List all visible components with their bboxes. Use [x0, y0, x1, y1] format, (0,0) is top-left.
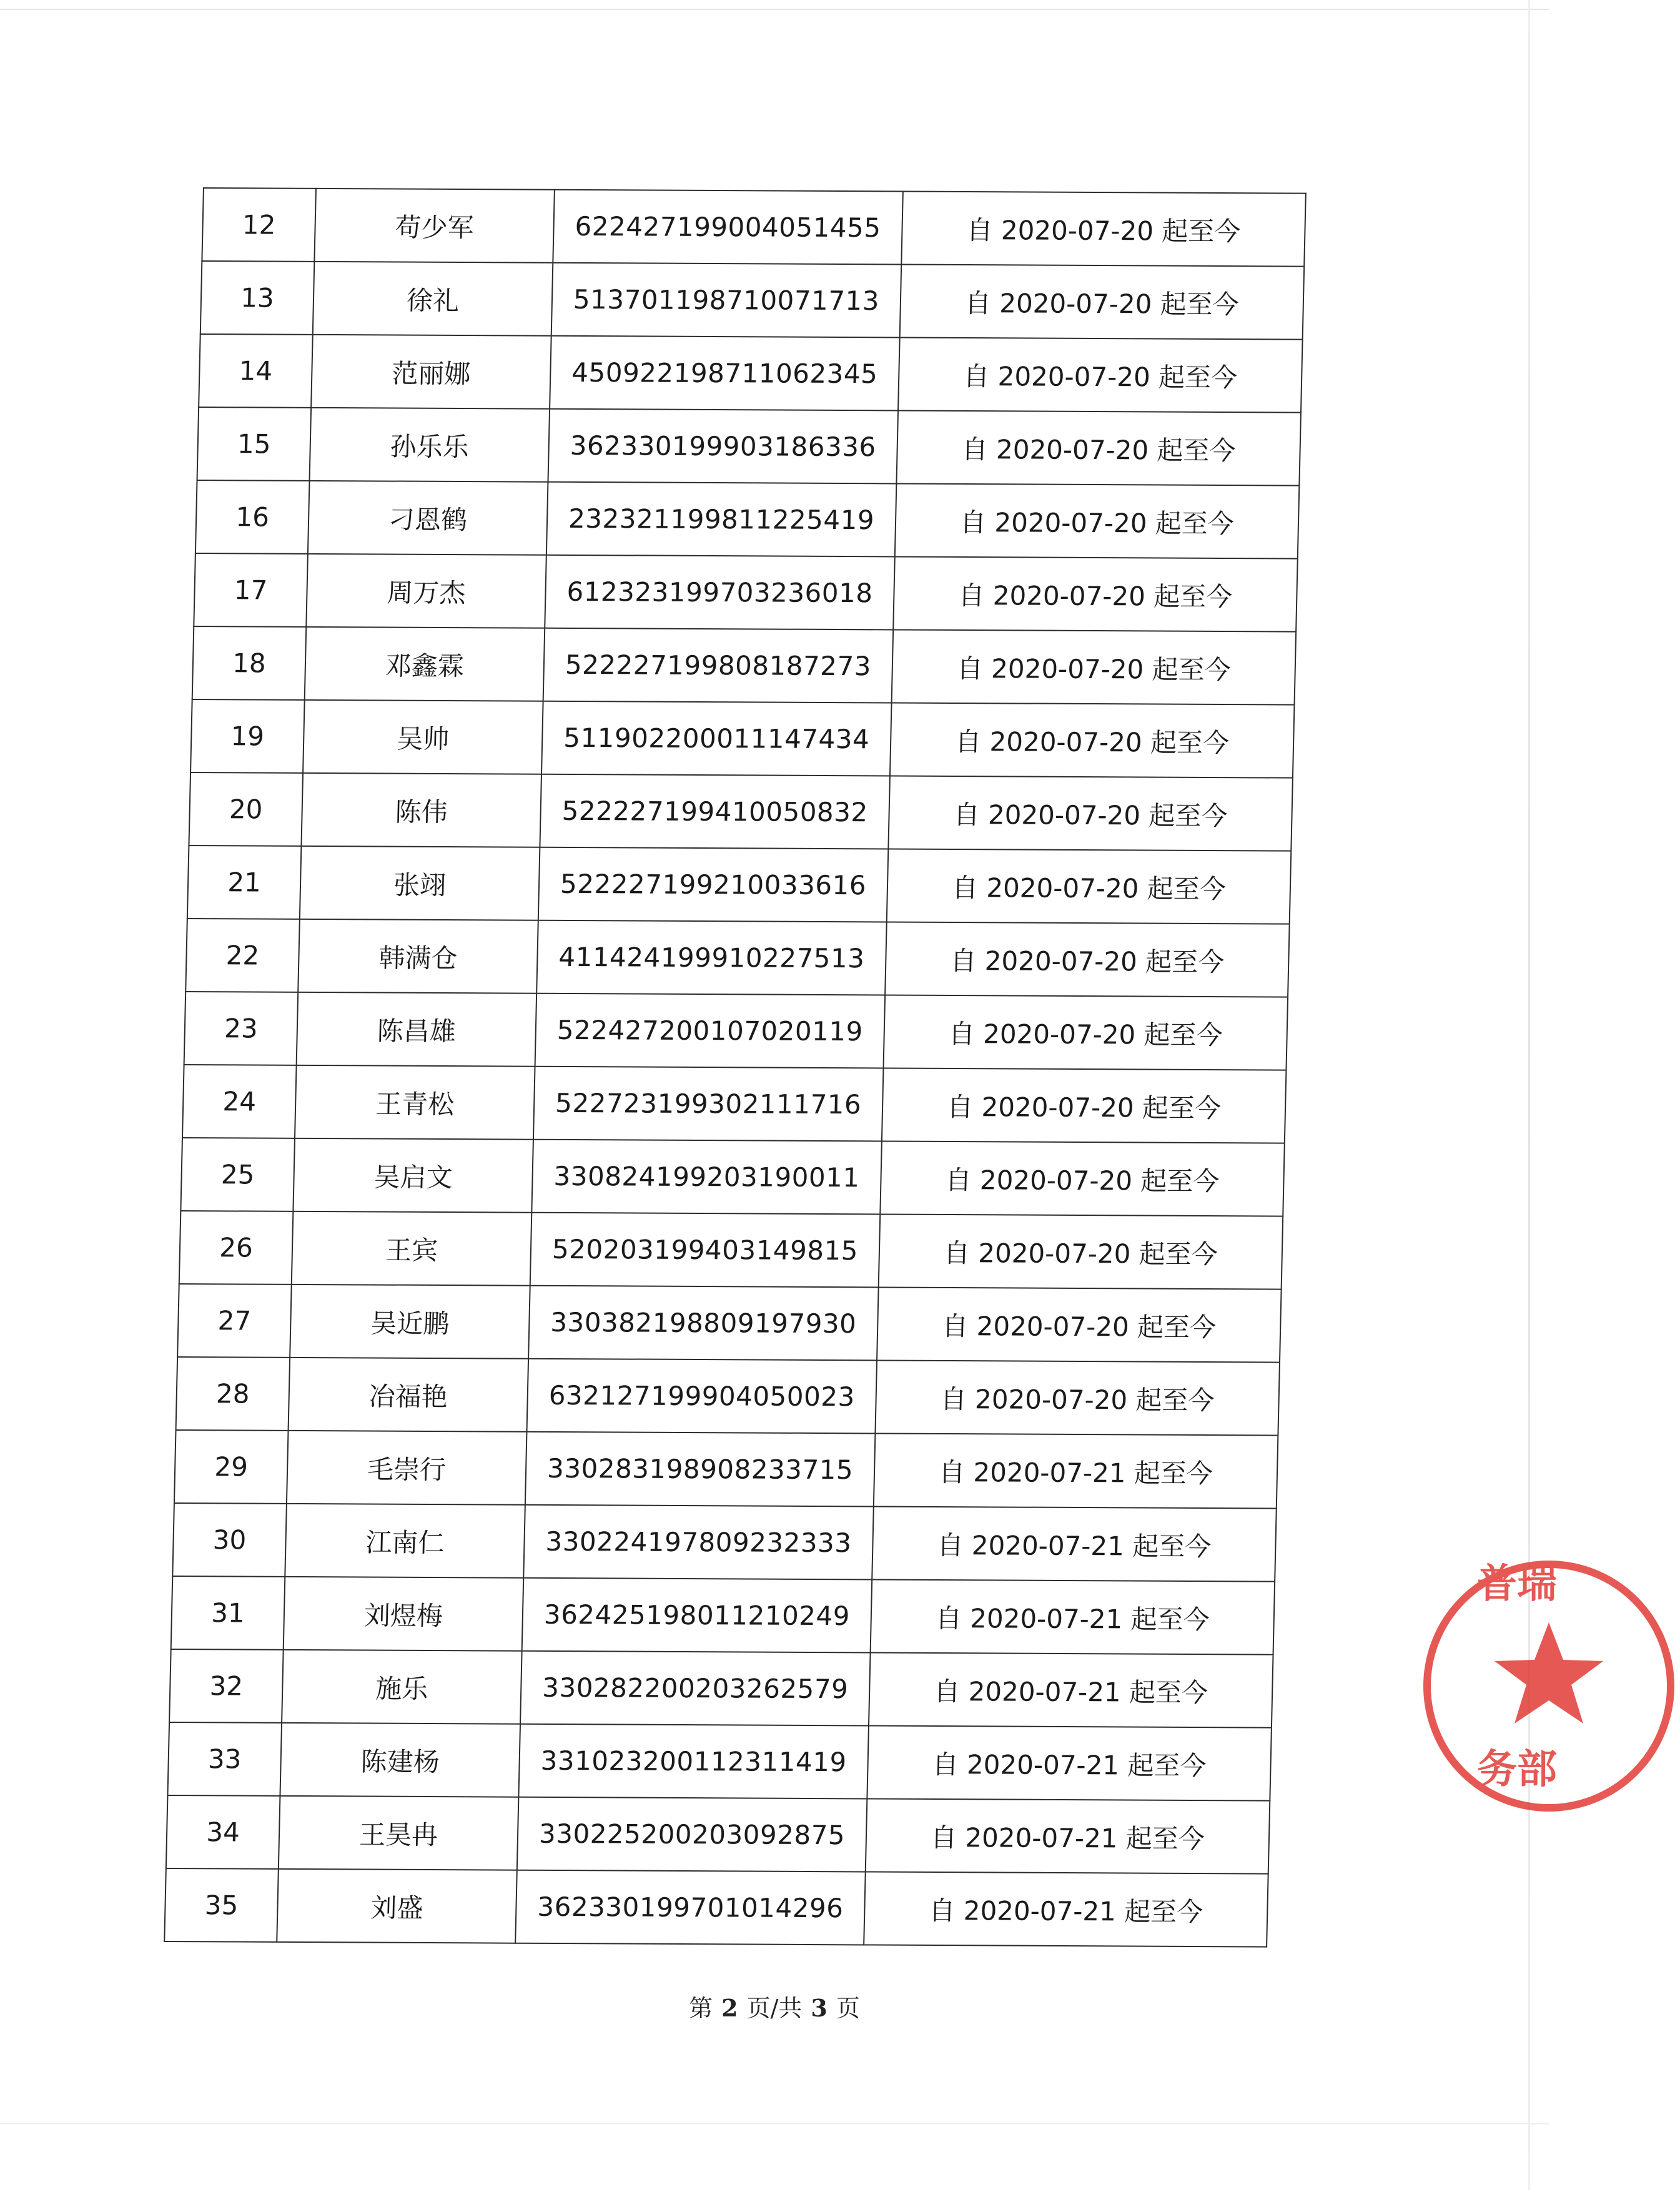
row-id-number: 330282200203262579: [520, 1651, 871, 1726]
row-name: 范丽娜: [311, 335, 551, 409]
row-number: 30: [172, 1503, 287, 1577]
row-period: 自 2020-07-21 起至今: [864, 1872, 1268, 1946]
company-seal: [1418, 1524, 1557, 1848]
roster-table-body: [164, 188, 1306, 1947]
row-number: 12: [202, 188, 316, 262]
row-id-number: 362330199903186336: [548, 409, 898, 484]
table-row: [197, 407, 1301, 486]
row-id-number: 362330199701014296: [515, 1870, 866, 1945]
row-number: 16: [195, 480, 310, 554]
row-name: 施乐: [282, 1650, 522, 1724]
row-id-number: 450922198711062345: [550, 336, 900, 411]
row-period: 自 2020-07-20 起至今: [893, 556, 1298, 631]
table-row: [164, 1868, 1268, 1947]
table-row: [176, 1357, 1280, 1436]
row-name: 王宾: [292, 1211, 532, 1286]
row-period: 自 2020-07-20 起至今: [896, 410, 1301, 485]
roster-table: [164, 187, 1307, 1948]
row-period: 自 2020-07-21 起至今: [871, 1579, 1275, 1654]
row-id-number: 331023200112311419: [518, 1724, 869, 1799]
row-id-number: 520203199403149815: [530, 1213, 881, 1288]
table-row: [174, 1430, 1278, 1509]
row-number: 27: [177, 1284, 292, 1358]
table-row: [179, 1211, 1283, 1290]
row-id-number: 522227199210033616: [538, 847, 889, 922]
row-name: 吴帅: [303, 700, 543, 774]
table-row: [195, 480, 1299, 559]
footer-current-page: 2: [721, 1994, 738, 2022]
row-period: 自 2020-07-20 起至今: [890, 703, 1295, 777]
footer-suffix: 页: [836, 1995, 860, 2022]
row-number: 31: [171, 1576, 285, 1650]
row-id-number: 330225200203092875: [517, 1797, 867, 1872]
row-number: 32: [169, 1649, 284, 1723]
row-number: 35: [164, 1868, 279, 1942]
row-period: 自 2020-07-20 起至今: [877, 1287, 1282, 1362]
row-name: 王昊冉: [279, 1796, 519, 1870]
row-name: 刘煜梅: [284, 1577, 524, 1651]
table-row: [200, 261, 1304, 340]
table-row: [184, 992, 1288, 1070]
table-row: [190, 699, 1294, 778]
row-id-number: 522227199410050832: [540, 774, 890, 849]
row-period: 自 2020-07-20 起至今: [895, 483, 1300, 558]
footer-total-pages: 3: [811, 1994, 828, 2022]
row-period: 自 2020-07-20 起至今: [888, 776, 1293, 851]
table-row: [171, 1576, 1275, 1655]
row-number: 26: [179, 1211, 294, 1285]
row-period: 自 2020-07-20 起至今: [884, 995, 1288, 1070]
row-name: 冶福艳: [289, 1358, 529, 1432]
row-name: 刁恩鹤: [308, 481, 548, 555]
row-id-number: 330824199203190011: [531, 1140, 882, 1215]
row-name: 陈昌雄: [297, 992, 537, 1067]
row-period: 自 2020-07-20 起至今: [892, 629, 1297, 704]
row-number: 33: [167, 1722, 282, 1796]
row-number: 17: [194, 553, 308, 627]
table-row: [192, 626, 1296, 705]
row-name: 刘盛: [277, 1869, 517, 1943]
row-number: 15: [197, 407, 312, 481]
table-row: [187, 846, 1291, 924]
row-period: 自 2020-07-21 起至今: [872, 1506, 1277, 1581]
row-number: 19: [190, 699, 305, 773]
scan-edge-bottom: [0, 2123, 1549, 2124]
row-name: 王青松: [295, 1065, 535, 1140]
row-id-number: 362425198011210249: [522, 1578, 872, 1653]
row-number: 18: [192, 626, 307, 700]
row-period: 自 2020-07-20 起至今: [900, 264, 1305, 339]
row-period: 自 2020-07-21 起至今: [867, 1725, 1272, 1800]
row-name: 吴启文: [293, 1138, 533, 1213]
table-row: [202, 188, 1305, 267]
row-name: 苟少军: [314, 189, 555, 263]
table-row: [180, 1138, 1284, 1216]
table-row: [177, 1284, 1281, 1363]
row-name: 孙乐乐: [310, 408, 550, 482]
row-number: 24: [182, 1065, 297, 1138]
page-footer: [0, 1989, 1549, 2023]
table-row: [189, 772, 1292, 851]
row-period: 自 2020-07-20 起至今: [901, 191, 1306, 266]
scan-edge-top: [0, 9, 1549, 10]
row-period: 自 2020-07-20 起至今: [887, 849, 1292, 924]
seal-text-top: 普瑞: [1477, 1561, 1557, 1607]
row-id-number: 411424199910227513: [536, 920, 887, 995]
row-period: 自 2020-07-20 起至今: [882, 1068, 1287, 1143]
row-period: 自 2020-07-20 起至今: [875, 1360, 1280, 1435]
row-name: 张翊: [300, 846, 540, 920]
row-id-number: 622427199004051455: [553, 190, 903, 265]
seal-graphic: [1418, 1524, 1680, 1848]
row-number: 21: [187, 846, 302, 919]
table-row: [182, 1065, 1286, 1143]
row-name: 邓鑫霖: [305, 627, 545, 701]
table-row: [166, 1795, 1270, 1874]
row-name: 韩满仓: [298, 919, 538, 994]
row-name: 吴近鹏: [290, 1285, 530, 1359]
table-row: [194, 553, 1297, 632]
row-id-number: 511902200011147434: [541, 701, 892, 776]
table-row: [169, 1649, 1273, 1728]
row-name: 毛崇行: [287, 1431, 527, 1505]
row-id-number: 232321199811225419: [546, 482, 897, 557]
row-number: 34: [166, 1795, 280, 1869]
row-id-number: 522427200107020119: [535, 994, 886, 1068]
row-name: 陈伟: [301, 773, 541, 847]
row-id-number: 330382198809197930: [528, 1286, 879, 1361]
seal-text-bottom: 务部: [1477, 1746, 1557, 1793]
footer-prefix: 第: [689, 1995, 713, 2022]
roster-table-wrapper: [164, 187, 1305, 1948]
row-id-number: 612323199703236018: [545, 555, 895, 630]
table-row: [172, 1503, 1276, 1582]
row-name: 徐礼: [313, 262, 553, 336]
row-id-number: 522723199302111716: [533, 1067, 884, 1142]
row-id-number: 513701198710071713: [551, 263, 902, 338]
row-id-number: 330283198908233715: [525, 1432, 876, 1507]
table-row: [167, 1722, 1271, 1801]
row-name: 周万杰: [306, 554, 546, 628]
row-number: 20: [189, 772, 303, 846]
row-name: 陈建杨: [280, 1723, 520, 1797]
row-id-number: 330224197809232333: [523, 1505, 874, 1580]
row-period: 自 2020-07-21 起至今: [869, 1652, 1273, 1727]
footer-middle: 页/共: [746, 1995, 803, 2022]
table-row: [185, 919, 1289, 997]
scan-edge-right: [1528, 0, 1530, 2190]
row-number: 28: [176, 1357, 290, 1431]
row-period: 自 2020-07-20 起至今: [879, 1214, 1283, 1289]
row-period: 自 2020-07-20 起至今: [885, 922, 1290, 997]
row-period: 自 2020-07-20 起至今: [898, 337, 1303, 412]
row-number: 29: [174, 1430, 289, 1504]
row-period: 自 2020-07-21 起至今: [866, 1798, 1270, 1873]
row-id-number: 522227199808187273: [543, 628, 894, 703]
row-id-number: 632127199904050023: [526, 1359, 877, 1434]
row-number: 22: [185, 919, 300, 992]
table-row: [199, 334, 1302, 413]
row-number: 23: [184, 992, 299, 1065]
row-period: 自 2020-07-20 起至今: [880, 1141, 1285, 1216]
seal-star-icon: [1495, 1622, 1603, 1724]
row-number: 13: [200, 261, 315, 335]
row-name: 江南仁: [285, 1504, 525, 1578]
row-period: 自 2020-07-21 起至今: [874, 1433, 1278, 1508]
row-number: 14: [199, 334, 313, 408]
row-number: 25: [180, 1138, 295, 1211]
